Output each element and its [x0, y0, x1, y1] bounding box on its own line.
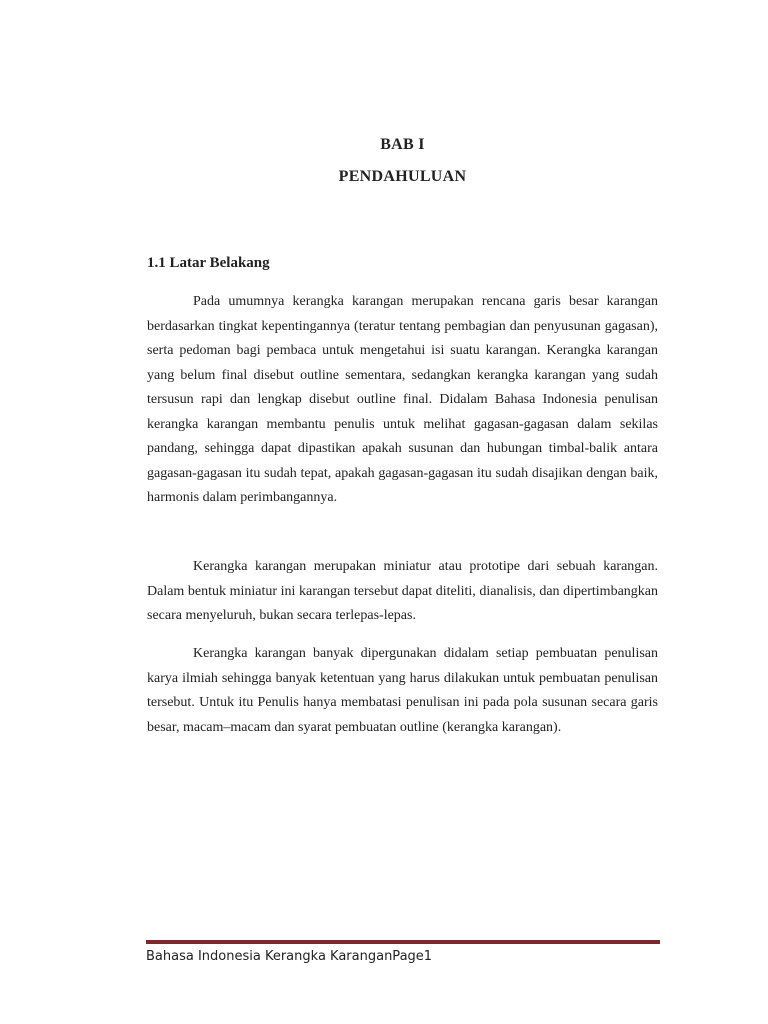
- paragraph-1: [147, 290, 658, 511]
- footer-divider: [146, 940, 660, 944]
- chapter-number: BAB I: [380, 136, 425, 153]
- paragraph-2-text: Kerangka karangan merupakan miniatur atau prototipe dari sebuah karangan. Dalam bentuk miniatur ini karangan tersebut dapat diteliti, dianalisis, dan dipertimbangkan secara menyeluruh, bukan secara terlepas-lepas.: [147, 559, 658, 623]
- paragraph-3: [147, 642, 658, 740]
- paragraph-1-text: Pada umumnya kerangka karangan merupakan rencana garis besar karangan berdasarkan tingkat kepentingannya (teratur tentang pembagian dan penyusunan gagasan), serta pedoman bagi pembaca untuk mengetahui isi suatu karangan. Kerangka karangan yang belum final disebut outline sementara, sedangkan kerangka karangan yang sudah tersusun rapi dan lengkap disebut outline final. Didalam Bahasa Indonesia penulisan kerangka karangan membantu penulis untuk melihat gagasan-gagasan dalam sekilas pandang, sehingga dapat dipastikan apakah susunan dan hubungan timbal-balik antara gagasan-gagasan itu sudah tepat, apakah gagasan-gagasan itu sudah disajikan dengan baik, harmonis dalam perimbangannya.: [147, 294, 658, 505]
- footer-text: Bahasa Indonesia Kerangka KaranganPage1: [146, 949, 433, 964]
- paragraph-3-text: Kerangka karangan banyak dipergunakan didalam setiap pembuatan penulisan karya ilmiah sehingga banyak ketentuan yang harus dilakukan untuk pembuatan penulisan tersebut. Untuk itu Penulis hanya membatasi penulisan ini pada pola susunan secara garis besar, macam–macam dan syarat pembuatan outline (kerangka karangan).: [147, 646, 658, 735]
- chapter-title: PENDAHULUAN: [338, 168, 467, 185]
- paragraph-2: [147, 555, 658, 629]
- section-heading: 1.1 Latar Belakang: [147, 255, 270, 271]
